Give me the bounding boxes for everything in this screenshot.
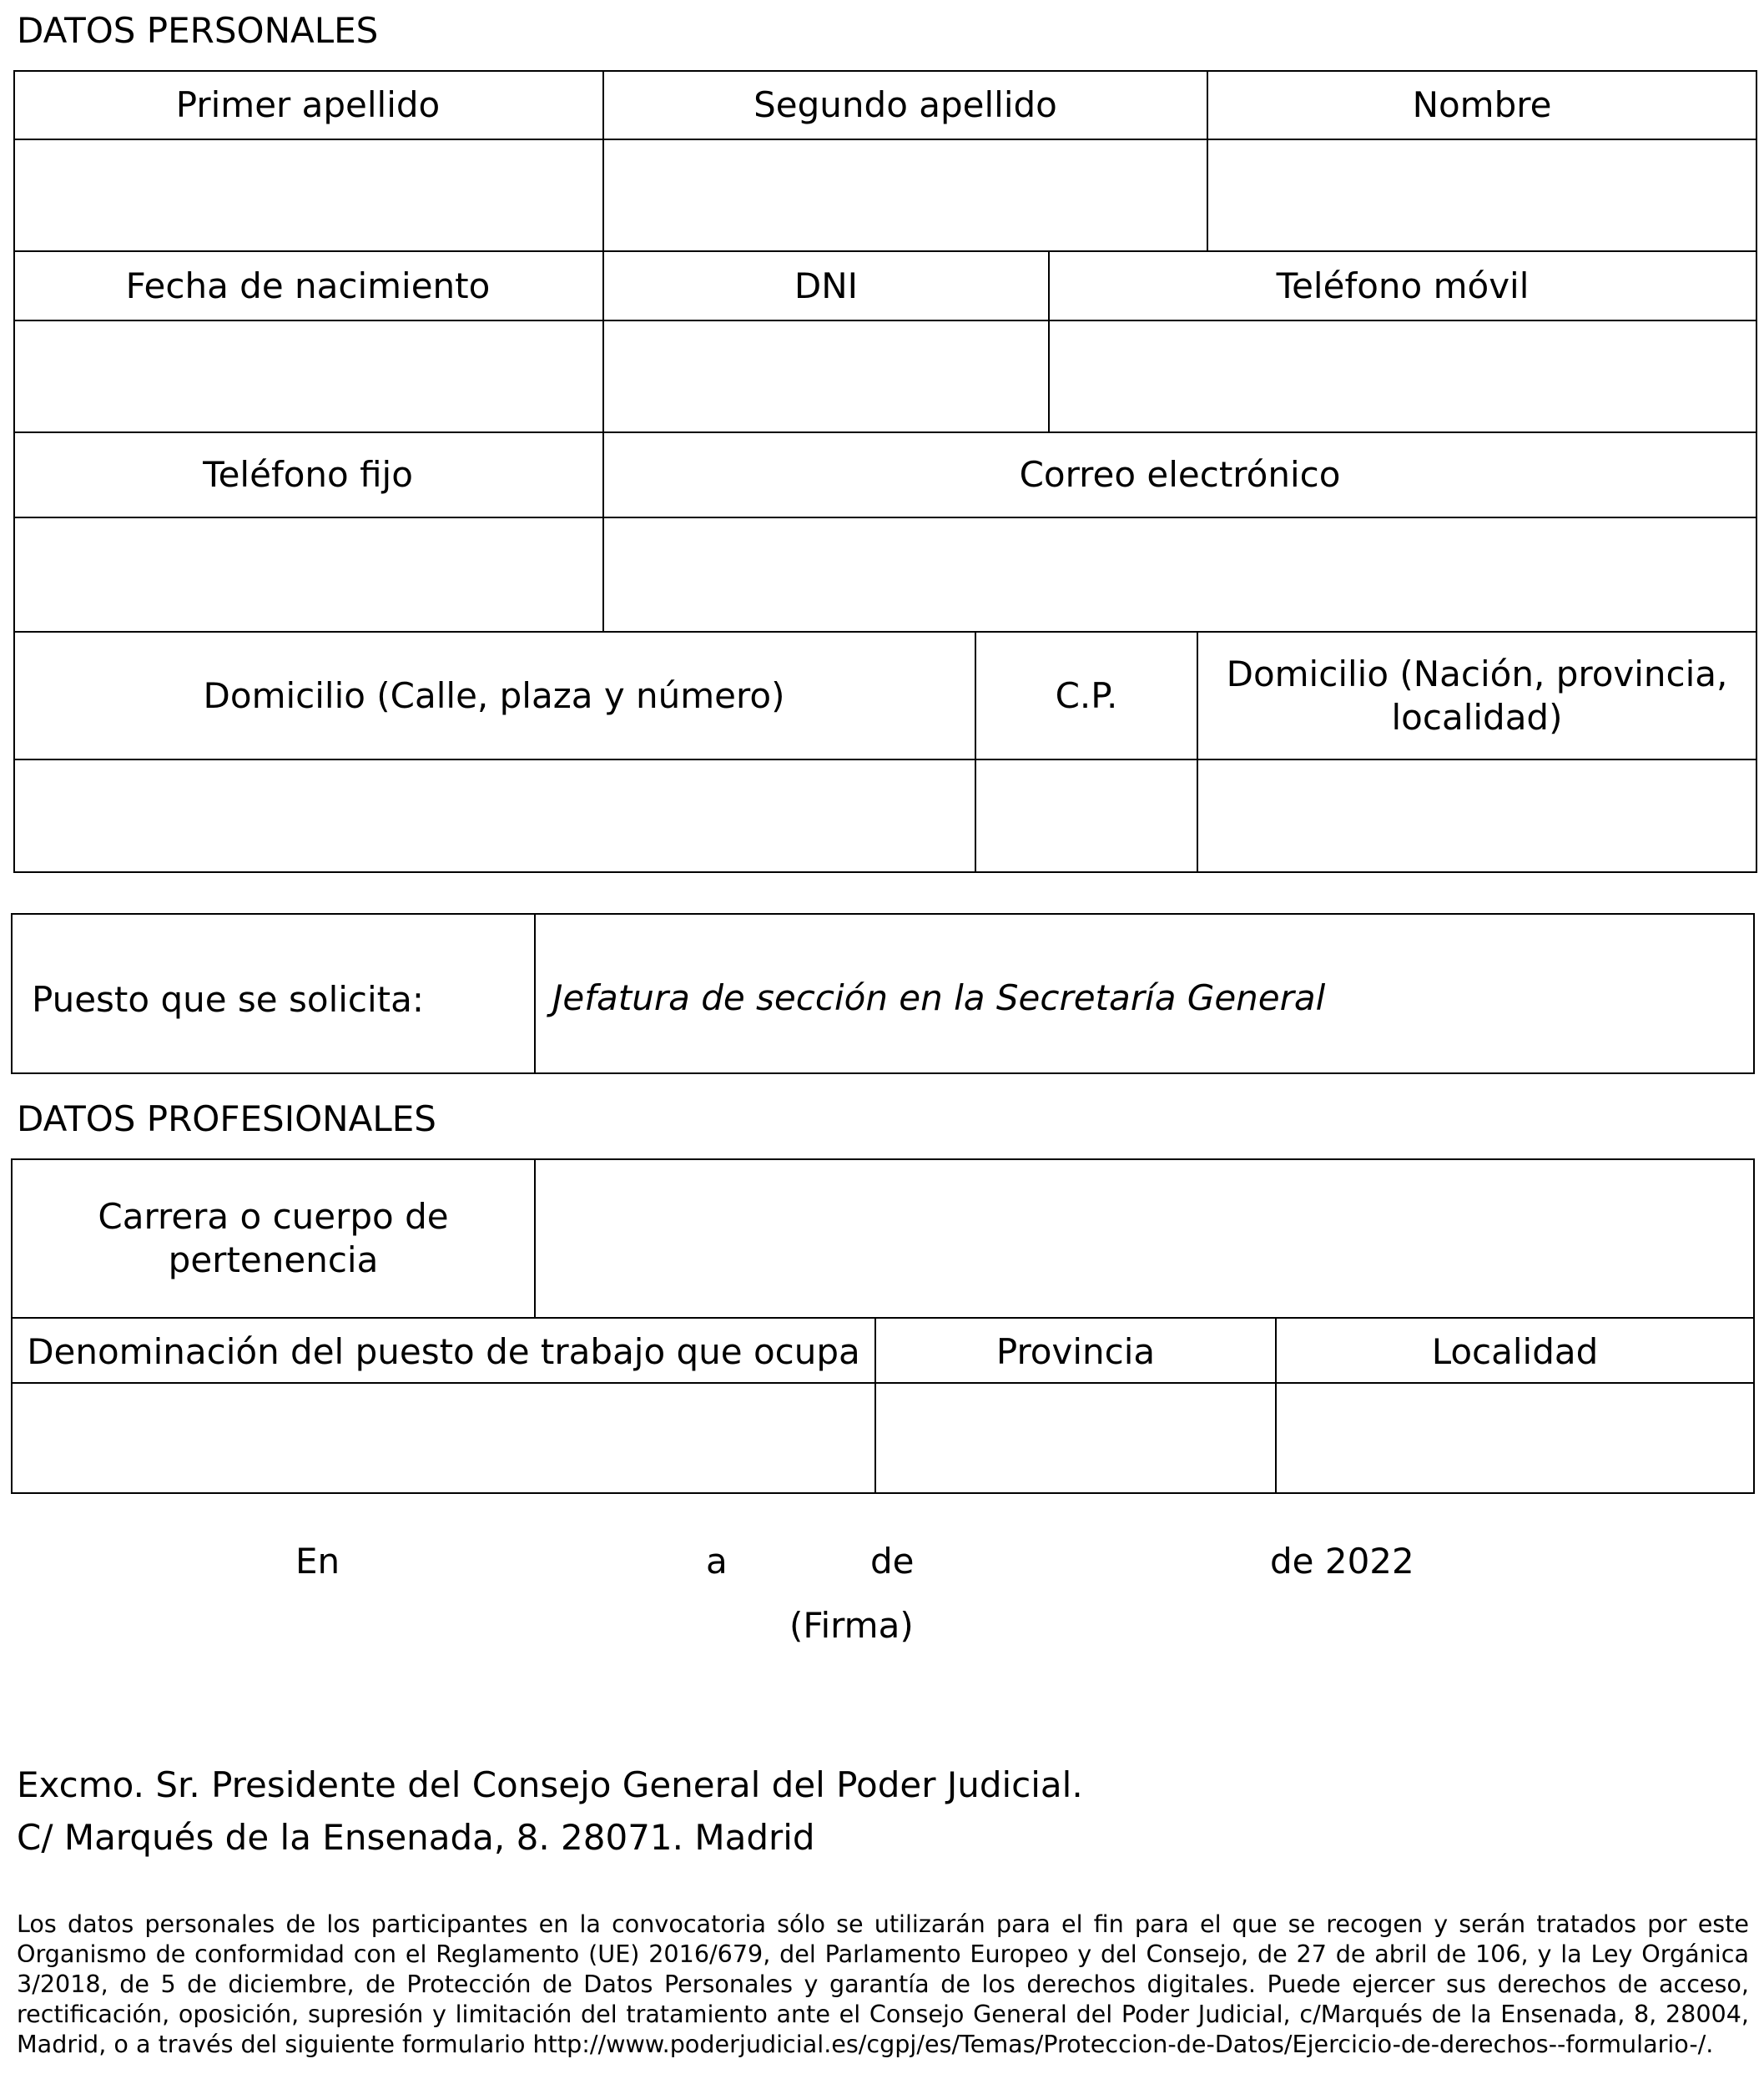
input-carrera[interactable] [536, 1160, 1753, 1317]
address-line1: Excmo. Sr. Presidente del Consejo General del Poder Judicial. [17, 1764, 1083, 1805]
label-cp: C.P. [1055, 674, 1118, 716]
input-fecha-nacimiento[interactable] [15, 321, 602, 431]
label-puesto: Puesto que se solicita: [32, 978, 425, 1020]
label-telefono-movil: Teléfono móvil [1276, 265, 1530, 306]
label-telefono-fijo: Teléfono fijo [203, 454, 413, 495]
label-domicilio-nacion-line2: localidad) [1391, 696, 1563, 738]
signature-en: En [295, 1541, 340, 1582]
input-telefono-movil[interactable] [1050, 321, 1756, 431]
input-telefono-fijo[interactable] [15, 518, 602, 631]
label-dni: DNI [794, 265, 859, 306]
label-carrera-line1: Carrera o cuerpo de [98, 1196, 449, 1237]
label-provincia: Provincia [995, 1331, 1156, 1372]
input-domicilio-nacion[interactable] [1198, 760, 1756, 871]
label-carrera [13, 1160, 534, 1317]
section-title-professional: DATOS PROFESIONALES [17, 1098, 436, 1139]
label-domicilio-nacion [1198, 633, 1756, 759]
input-correo[interactable] [604, 518, 1756, 631]
label-domicilio-nacion-line1: Domicilio (Nación, provincia, [1226, 653, 1728, 694]
privacy-note: Los datos personales de los participantes en la convocatoria sólo se utilizarán para el fin para el que se recogen y serán tratados por este Organismo de conformidad con el Reglamento (UE) 2016/679, del Parlamento Europeo y del Consejo, de 27 de abril de 106, y la Ley Orgánica 3/2018, de 5 de diciembre, de Protección de Datos Personales y garantía de los derechos digitales. Puede ejercer sus derechos de acceso, rectificación, oposición, supresión y limitación del tratamiento ante el Consejo General del Poder Judicial, c/Marqués de la Ensenada, 8, 28004, Madrid, o a través del siguiente formulario http://www.poderjudicial.es/cgpj/es/Temas/Proteccion-de-Datos/Ejercicio-de-derechos--formulario-/. [17, 1910, 1749, 2058]
label-segundo-apellido: Segundo apellido [753, 84, 1057, 125]
signature-de-year: de 2022 [1270, 1541, 1414, 1582]
section-title-personal: DATOS PERSONALES [17, 10, 379, 51]
label-domicilio-calle: Domicilio (Calle, plaza y número) [203, 674, 785, 716]
input-denominacion[interactable] [13, 1384, 874, 1492]
input-nombre[interactable] [1208, 140, 1756, 250]
input-dni[interactable] [604, 321, 1048, 431]
label-carrera-line2: pertenencia [168, 1239, 379, 1280]
input-domicilio-calle[interactable] [15, 760, 975, 871]
label-fecha-nacimiento: Fecha de nacimiento [125, 265, 491, 306]
input-localidad[interactable] [1277, 1384, 1753, 1492]
signature-a: a [706, 1541, 728, 1582]
label-correo: Correo electrónico [1019, 454, 1341, 495]
input-primer-apellido[interactable] [15, 140, 602, 250]
address-line2: C/ Marqués de la Ensenada, 8. 28071. Madrid [17, 1817, 815, 1858]
label-denominacion: Denominación del puesto de trabajo que ocupa [27, 1331, 860, 1372]
input-cp[interactable] [976, 760, 1197, 871]
label-primer-apellido: Primer apellido [175, 84, 441, 125]
puesto-value: Jefatura de sección en la Secretaría General [552, 977, 1326, 1018]
label-nombre: Nombre [1412, 84, 1552, 125]
label-localidad: Localidad [1431, 1331, 1599, 1372]
divider [534, 913, 536, 1074]
signature-de: de [870, 1541, 915, 1582]
signature-firma: (Firma) [789, 1605, 914, 1646]
input-segundo-apellido[interactable] [604, 140, 1207, 250]
input-provincia[interactable] [876, 1384, 1275, 1492]
